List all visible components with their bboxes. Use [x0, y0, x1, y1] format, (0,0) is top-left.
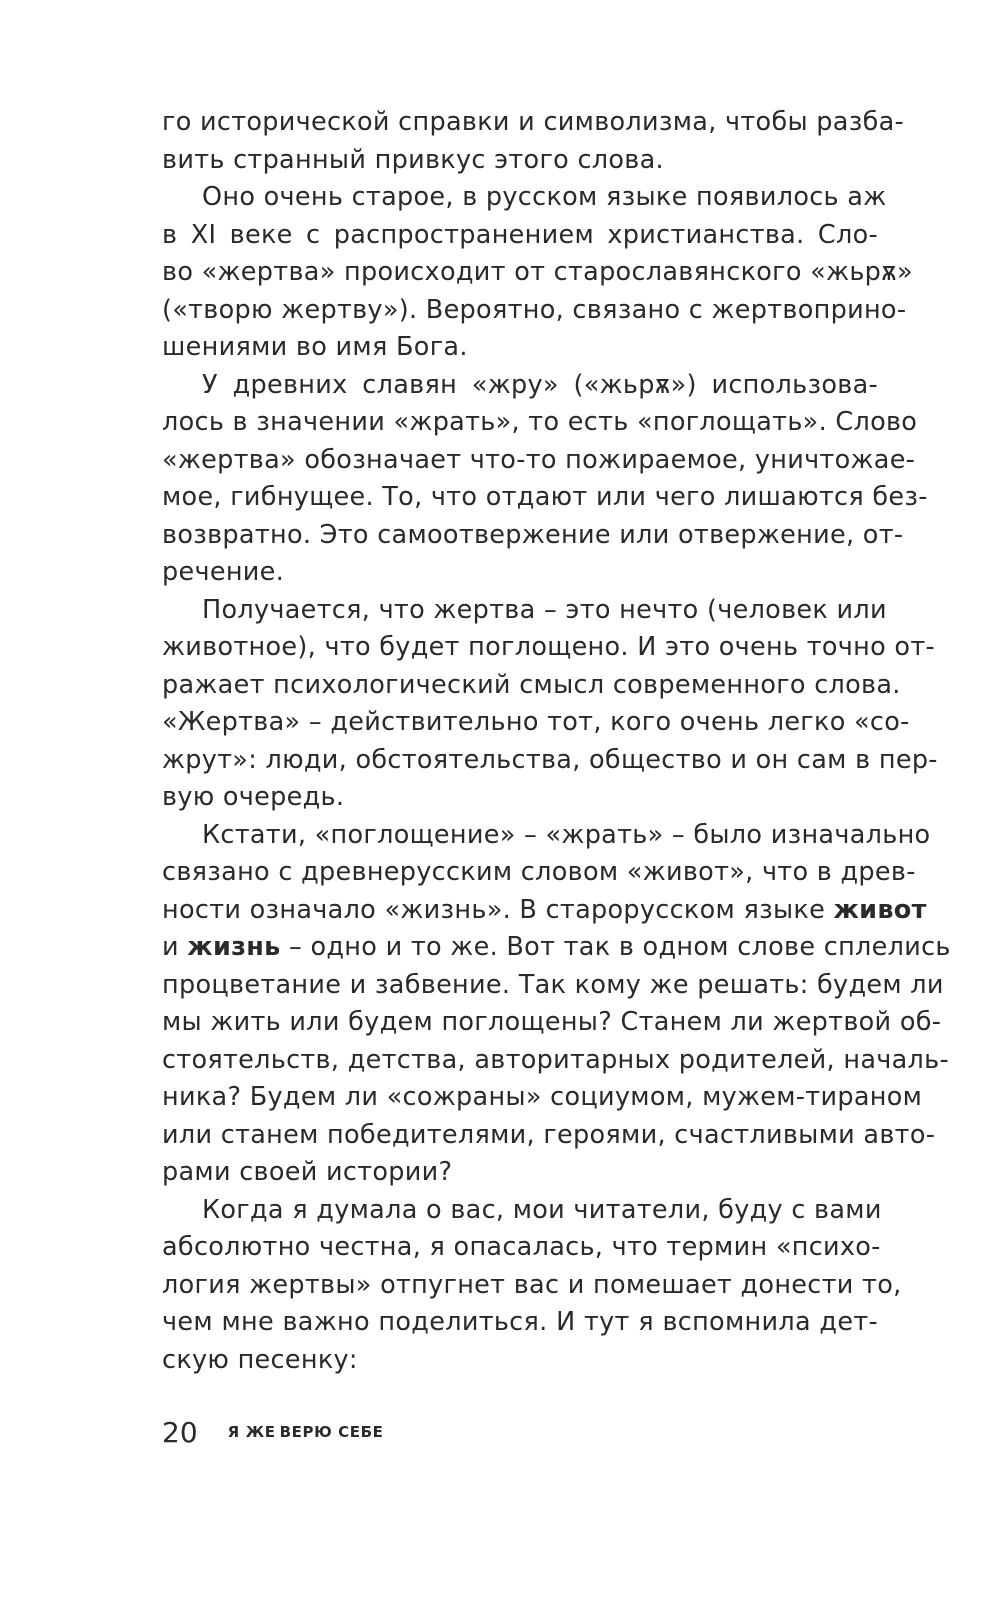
- text-line: Оно очень старое, в русском языке появилось аж: [202, 182, 887, 212]
- page-body: [162, 104, 951, 1379]
- text-run: и: [162, 932, 188, 962]
- text-line: Когда я думала о вас, мои читатели, буду с вами: [202, 1194, 882, 1225]
- running-title-part1: Я: [227, 1423, 240, 1441]
- text-line: возвратно. Это самоотвержение или отвержение, от-: [162, 519, 904, 550]
- page-footer: [162, 1410, 383, 1454]
- text-line: процветание и забвение. Так кому же решать: будем ли: [162, 969, 944, 1000]
- text-line: или станем победителями, героями, счастливыми авто-: [162, 1119, 936, 1150]
- bold-term: живот: [833, 894, 927, 925]
- text-line: вую очередь.: [162, 782, 345, 812]
- text-line: «Жертва» – действительно тот, кого очень легко «со-: [162, 707, 910, 737]
- text-line: ника? Будем ли «сожраны» социумом, мужем-тираном: [162, 1082, 923, 1112]
- text-line: го исторической справки и символизма, чтобы разба-: [162, 107, 905, 137]
- text-line: логия жертвы» отпугнет вас и помешает донести то,: [162, 1269, 902, 1300]
- text-line: шениями во имя Бога.: [162, 332, 468, 362]
- text-line: жрут»: люди, обстоятельства, общество и он сам в пер-: [162, 744, 938, 775]
- text-line: вить странный привкус этого слова.: [162, 144, 664, 175]
- book-logo-mark: ЖЕ: [245, 1423, 276, 1441]
- text-line: скую песенку:: [162, 1344, 358, 1375]
- text-line: мы жить или будем поглощены? Станем ли жертвой об-: [162, 1007, 942, 1037]
- running-title: [228, 1423, 384, 1441]
- text-line: У древних славян «жру» («жьрѫ») использова-: [202, 369, 878, 400]
- text-line: во «жертва» происходит от старославянского «жьрѫ»: [162, 257, 913, 287]
- text-line: мое, гибнущее. То, что отдают или чего лишаются без-: [162, 482, 928, 512]
- text-line: («творю жертву»). Вероятно, связано с жертвоприно-: [162, 294, 907, 325]
- text-line: речение.: [162, 557, 285, 587]
- running-title-part2: ВЕРЮ СЕБЕ: [279, 1423, 384, 1441]
- text-line: Получается, что жертва – это нечто (человек или: [202, 594, 887, 625]
- page-number: 20: [162, 1415, 198, 1449]
- text-line: ражает психологический смысл современного слова.: [162, 669, 901, 700]
- text-line: абсолютно честна, я опасалась, что термин «психо-: [162, 1232, 881, 1262]
- text-run: – одно и то же. Вот так в одном слове сплелись: [280, 932, 951, 962]
- text-line: лось в значении «жрать», то есть «поглощать». Слово: [162, 407, 918, 437]
- text-run: ности означало «жизнь». В старорусском языке: [162, 894, 834, 925]
- text-line: животное), что будет поглощено. И это очень точно от-: [162, 632, 935, 662]
- text-line: чем мне важно поделиться. И тут я вспомнила дет-: [162, 1307, 878, 1337]
- text-line: связано с древнерусским словом «живот», что в древ-: [162, 857, 916, 887]
- text-line: Кстати, «поглощение» – «жрать» – было изначально: [202, 819, 931, 850]
- text-line: [162, 892, 927, 930]
- text-line: стоятельств, детства, авторитарных родителей, началь-: [162, 1044, 949, 1075]
- text-line: [162, 929, 951, 967]
- text-line: рами своей истории?: [162, 1157, 453, 1187]
- text-line: «жертва» обозначает что-то пожираемое, уничтожае-: [162, 444, 916, 475]
- bold-term: жизнь: [187, 932, 281, 962]
- text-line: в XI веке с распространением христианства. Сло-: [162, 219, 878, 250]
